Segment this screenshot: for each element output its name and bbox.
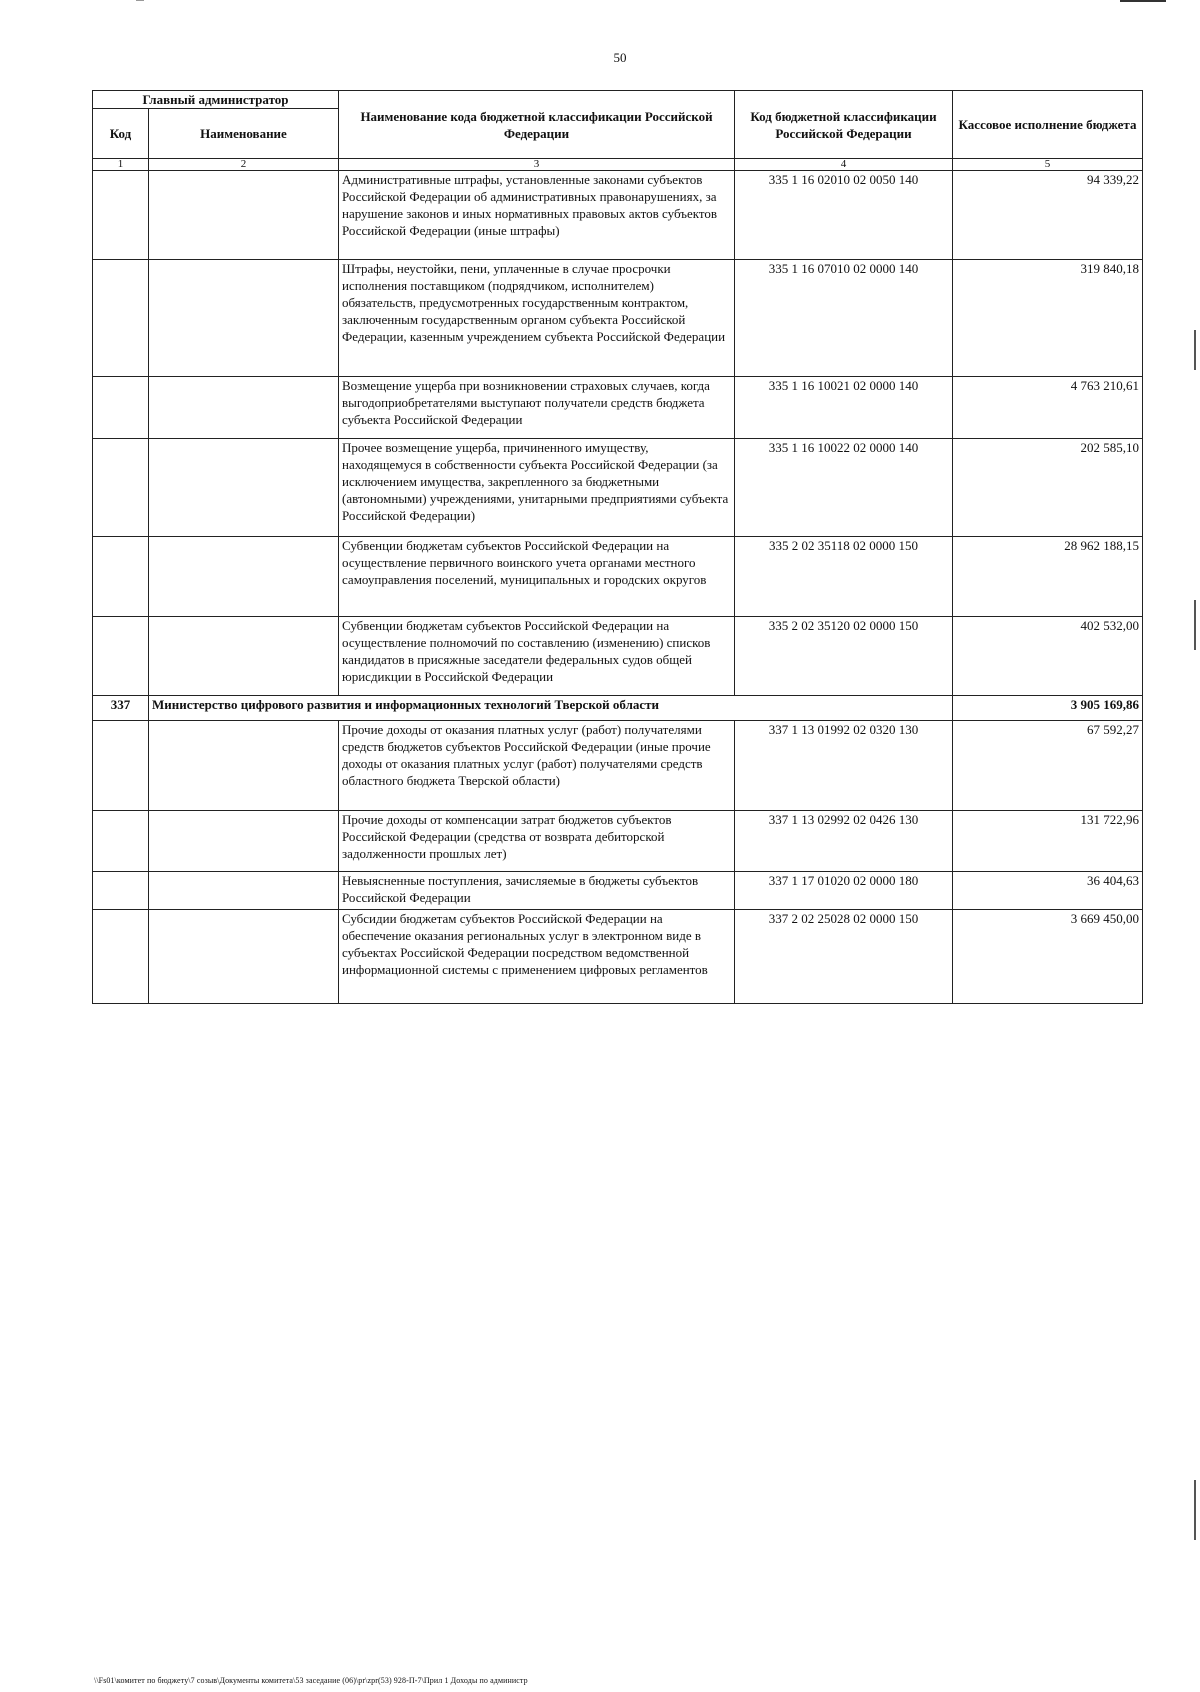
column-number: 5 [953,159,1143,171]
admin-name-cell: Министерство цифрового развития и информационных технологий Тверской области [149,696,953,721]
admin-name-cell [149,439,339,537]
admin-name-cell [149,811,339,872]
header-bk-name: Наименование кода бюджетной классификации Российской Федерации [339,91,735,159]
description-cell: Возмещение ущерба при возникновении страховых случаев, когда выгодоприобретателями выступают получатели средств бюджета субъекта Российской Федерации [339,377,735,439]
header-chief-admin: Главный администратор [93,91,339,109]
bk-code-cell: 335 1 16 10021 02 0000 140 [735,377,953,439]
table-row [93,617,1143,696]
admin-name-cell [149,537,339,617]
table-row [93,721,1143,811]
description-cell: Субвенции бюджетам субъектов Российской Федерации на осуществление полномочий по составлению (изменению) списков кандидатов в присяжные заседатели федеральных судов общей юрисдикции в Российской Федерации [339,617,735,696]
admin-code-cell: 337 [93,696,149,721]
admin-code-cell [93,439,149,537]
header-name: Наименование [149,109,339,159]
bk-code-cell: 337 1 13 02992 02 0426 130 [735,811,953,872]
admin-name-cell [149,171,339,260]
admin-code-cell [93,377,149,439]
table-row [93,811,1143,872]
admin-code-cell [93,872,149,910]
description-cell: Прочие доходы от компенсации затрат бюджетов субъектов Российской Федерации (средства от возврата дебиторской задолженности прошлых лет) [339,811,735,872]
amount-cell: 94 339,22 [953,171,1143,260]
description-cell: Субсидии бюджетам субъектов Российской Федерации на обеспечение оказания региональных услуг в электронном виде в субъектах Российской Федерации посредством ведомственной информационной системы с применением цифровых регламентов [339,910,735,1004]
revenue-table [92,90,1143,1004]
bk-code-cell: 335 2 02 35120 02 0000 150 [735,617,953,696]
admin-name-cell [149,872,339,910]
table-row [93,439,1143,537]
amount-cell: 67 592,27 [953,721,1143,811]
bk-code-cell: 337 1 13 01992 02 0320 130 [735,721,953,811]
description-cell: Прочее возмещение ущерба, причиненного имуществу, находящемуся в собственности субъекта Российской Федерации (за исключением имущества, закрепленного за бюджетными (автономными) учреждениями, унитарными предприятиями субъекта Российской Федерации) [339,439,735,537]
admin-total-amount: 3 905 169,86 [953,696,1143,721]
admin-name-cell [149,617,339,696]
column-number: 1 [93,159,149,171]
amount-cell: 202 585,10 [953,439,1143,537]
scan-artifact-bar [1120,0,1166,2]
admin-code-cell [93,260,149,377]
bk-code-cell: 335 1 16 02010 02 0050 140 [735,171,953,260]
bk-code-cell: 337 2 02 25028 02 0000 150 [735,910,953,1004]
page-number: 50 [613,50,627,65]
description-cell: Субвенции бюджетам субъектов Российской Федерации на осуществление первичного воинского учета органами местного самоуправления поселений, муниципальных и городских округов [339,537,735,617]
description-cell: Невыясненные поступления, зачисляемые в бюджеты субъектов Российской Федерации [339,872,735,910]
admin-code-cell [93,171,149,260]
file-path-footer: \\Fs01\комитет по бюджету\7 созыв\Документы комитета\53 заседание (06)\pr\zpr(53) 928-П-7\Прил 1 Доходы по администр [94,1676,528,1685]
admin-name-cell [149,721,339,811]
description-cell: Административные штрафы, установленные законами субъектов Российской Федерации об административных правонарушениях, за нарушение законов и иных нормативных правовых актов субъектов Российской Федерации (иные штрафы) [339,171,735,260]
amount-cell: 36 404,63 [953,872,1143,910]
bk-code-cell: 335 2 02 35118 02 0000 150 [735,537,953,617]
description-cell: Штрафы, неустойки, пени, уплаченные в случае просрочки исполнения поставщиком (подрядчиком, исполнителем) обязательств, предусмотренных государственным контрактом, заключенным государственным органом субъекта Российской Федерации, казенным учреждением субъекта Российской Федерации [339,260,735,377]
table-row [93,377,1143,439]
admin-total-row [93,696,1143,721]
table-row [93,537,1143,617]
amount-cell: 28 962 188,15 [953,537,1143,617]
amount-cell: 4 763 210,61 [953,377,1143,439]
amount-cell: 402 532,00 [953,617,1143,696]
column-number: 4 [735,159,953,171]
scan-edge-mark [1194,330,1196,370]
bk-code-cell: 335 1 16 07010 02 0000 140 [735,260,953,377]
table-row [93,872,1143,910]
description-cell: Прочие доходы от оказания платных услуг (работ) получателями средств бюджетов субъектов Российской Федерации (иные прочие доходы от оказания платных услуг (работ) получателями средств областного бюджета Тверской области) [339,721,735,811]
amount-cell: 319 840,18 [953,260,1143,377]
admin-code-cell [93,811,149,872]
admin-name-cell [149,910,339,1004]
bk-code-cell: 335 1 16 10022 02 0000 140 [735,439,953,537]
table-row [93,171,1143,260]
admin-code-cell [93,537,149,617]
column-number: 3 [339,159,735,171]
column-number: 2 [149,159,339,171]
header-execution: Кассовое исполнение бюджета [953,91,1143,159]
admin-name-cell [149,377,339,439]
admin-code-cell [93,721,149,811]
table-row [93,260,1143,377]
amount-cell: 131 722,96 [953,811,1143,872]
table-row [93,910,1143,1004]
admin-name-cell [149,260,339,377]
scan-edge-mark [1194,1480,1196,1540]
admin-code-cell [93,617,149,696]
header-code: Код [93,109,149,159]
header-bk-code: Код бюджетной классификации Российской Федерации [735,91,953,159]
bk-code-cell: 337 1 17 01020 02 0000 180 [735,872,953,910]
scan-artifact-mark [136,0,144,1]
scan-edge-mark [1194,600,1196,650]
amount-cell: 3 669 450,00 [953,910,1143,1004]
admin-code-cell [93,910,149,1004]
